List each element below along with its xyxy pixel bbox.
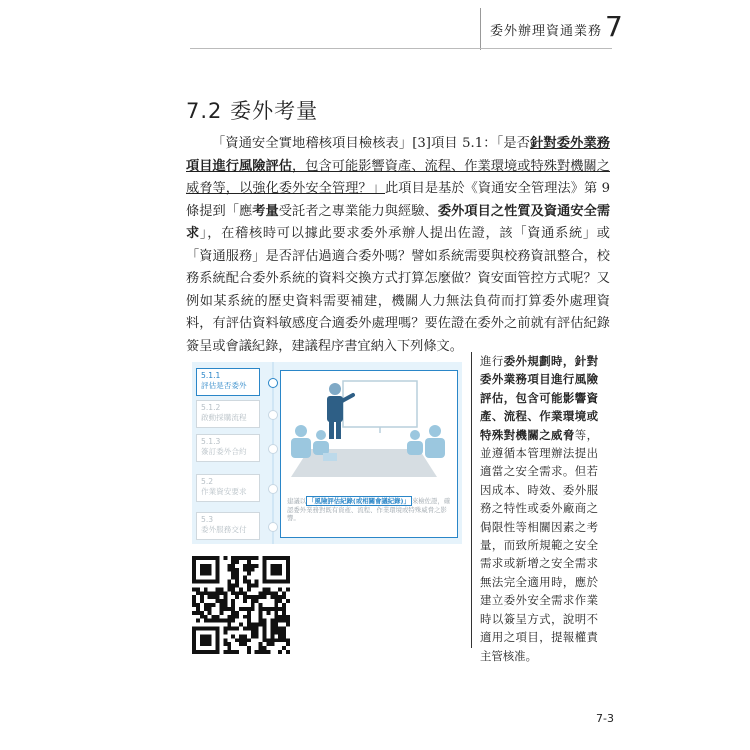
- header-divider: [480, 8, 481, 50]
- step-code: 5.1.3: [201, 437, 221, 446]
- text-span-underline: ，包含可能影響資產、流程、作業環境或特殊對機關之威脅等，以強化委外安全管理？」: [186, 158, 610, 196]
- text-span-bold: 委外項目之性質及資通安全需求: [186, 203, 611, 241]
- timeline-node: [268, 484, 278, 494]
- caption-text: 建議以: [287, 497, 307, 505]
- step-5-1-3: [196, 434, 260, 462]
- text-span: 」，在稽核時可以據此要求委外承辦人提出佐證，該「資通系統」或「資通服務」是否評估過適合委外嗎？譬如系統需要與校務資訊整合，校務系統配合委外系統的資料交換方式打算怎麼做？資安面管控方式呢？又例如某系統的歷史資料需要補建，機關人力無法負荷而打算委外處理資料，有評估資料敏感度合適委外處理嗎？要佐證在委外之前就有評估紀錄簽呈或會議紀錄，建議程序書宜納入下列條文。: [186, 226, 610, 354]
- caption-highlight: 「風險評估紀錄(或相關會議紀錄)」: [308, 497, 410, 505]
- qr-code[interactable]: [192, 556, 290, 654]
- step-code: 5.1.2: [201, 403, 221, 412]
- step-label: 評估是否委外: [201, 381, 247, 390]
- step-label: 簽訂委外合約: [201, 447, 247, 456]
- step-5-1-1: [196, 368, 260, 396]
- figure-caption: [287, 497, 453, 523]
- step-5-1-2: [196, 400, 260, 428]
- meeting-illustration: [287, 377, 447, 487]
- timeline-node: [268, 410, 278, 420]
- step-label: 委外服務交付: [201, 525, 247, 534]
- step-5-3: [196, 512, 260, 540]
- text-span: 進行: [480, 354, 504, 368]
- page-number: 7-3: [596, 712, 614, 725]
- timeline-node: [268, 444, 278, 454]
- chapter-number: 7: [605, 10, 623, 43]
- step-label: 啟動採購流程: [201, 413, 247, 422]
- timeline-node-active: [268, 378, 278, 388]
- chapter-header-title: 委外辦理資通業務: [490, 24, 603, 39]
- body-paragraph: [186, 133, 610, 358]
- step-5-2: [196, 474, 260, 502]
- section-title: 7.2 委外考量: [186, 99, 319, 123]
- header-underline: [190, 48, 612, 49]
- meeting-illustration-panel: [280, 370, 458, 538]
- caption-text: 來檢佐證，確認委外業務對既有資產、流程、作業環境或特殊威脅之影響。: [287, 497, 451, 522]
- step-label: 作業資安要求: [201, 487, 247, 496]
- process-figure: [192, 362, 462, 544]
- sidebar-divider: [471, 352, 472, 648]
- text-span-emphasis: 針對委外業務項目進行風險評估: [186, 136, 610, 174]
- text-span: 此項目是基於《資通安全管理法》第 9 條提到「應: [186, 181, 610, 219]
- text-span-bold: 委外規劃時，針對委外業務項目進行風險評估，包含可能影響資產、流程、作業環境或特殊對機關之威脅: [480, 354, 598, 442]
- paragraph-1: [186, 133, 610, 358]
- step-code: 5.1.1: [201, 371, 221, 380]
- sidebar-clause-text: [480, 352, 598, 665]
- text-span-bold: 考量: [252, 203, 279, 219]
- step-code: 5.3: [201, 515, 214, 524]
- text-span: 等，並遵循本管理辦法提出適當之安全需求。但若因成本、時效、委外服務之特性或委外廠商之侷限性等相關因素之考量，而致所規範之安全需求或新增之安全需求無法完全適用時，應於建立委外安全需求作業時以簽呈方式，說明不適用之項目，提報權責主管核准。: [480, 427, 598, 663]
- text-span: 受託者之專業能力與經驗、: [278, 203, 438, 219]
- text-span: 「資通安全實地稽核項目檢核表」[3]項目 5.1：「是否: [212, 136, 531, 151]
- step-code: 5.2: [201, 477, 214, 486]
- timeline-node: [268, 522, 278, 532]
